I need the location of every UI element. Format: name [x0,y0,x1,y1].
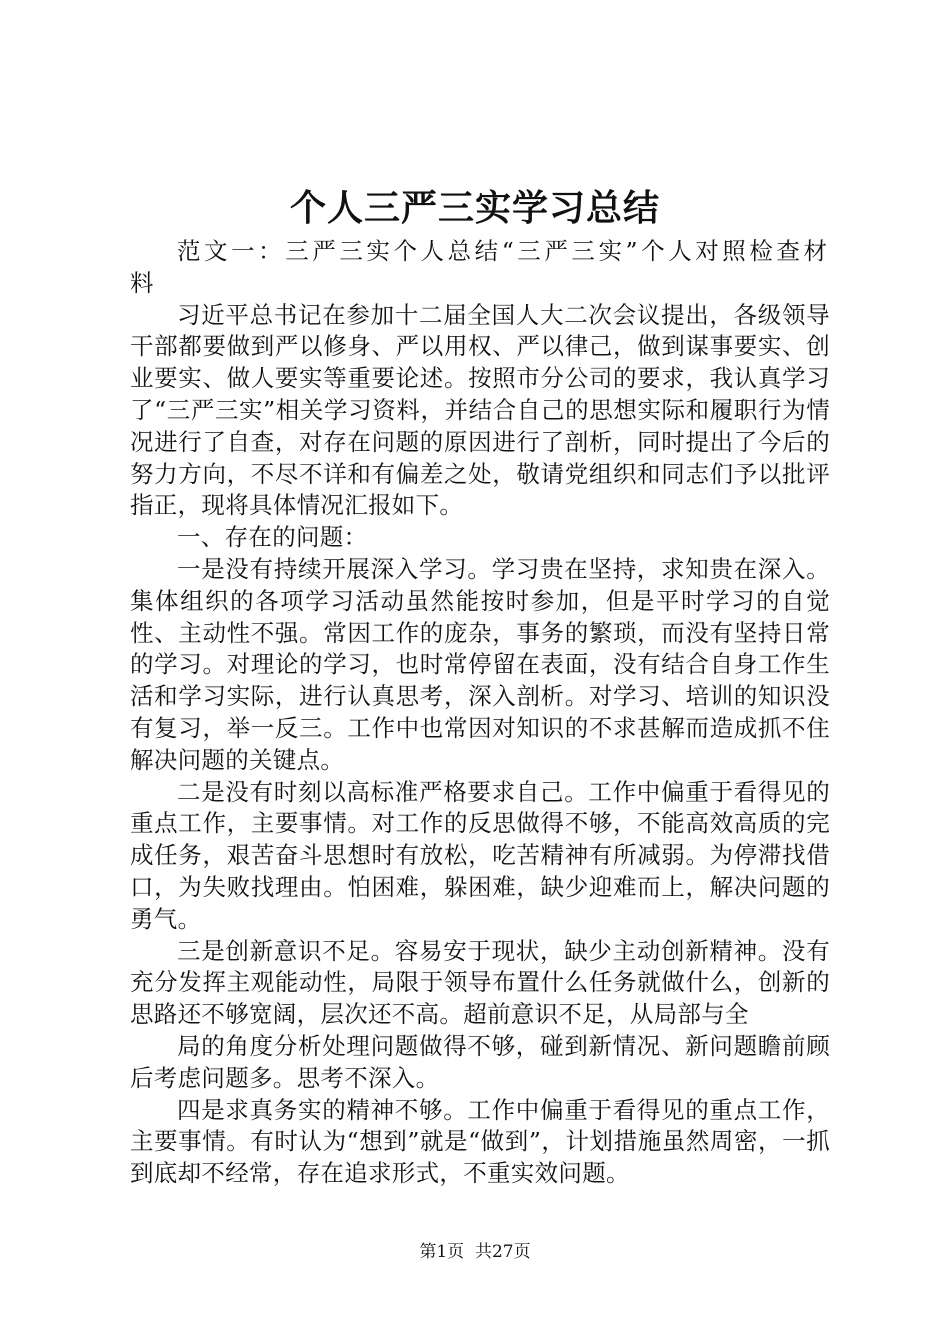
document-body [130,236,830,1190]
paragraph-point-three-continued: 局的角度分析处理问题做得不够，碰到新情况、新问题瞻前顾后考虑问题多。思考不深入。 [130,1031,830,1092]
paragraph-section-heading: 一、存在的问题： [177,523,368,552]
paragraph-point-four: 四是求真务实的精神不够。工作中偏重于看得见的重点工作，主要事情。有时认为“想到”就是“做到”，计划措施虽然周密，一抓到底却不经常，存在追求形式，不重实效问题。 [130,1095,830,1188]
paragraph-point-one: 一是没有持续开展深入学习。学习贵在坚持，求知贵在深入。集体组织的各项学习活动虽然能按时参加，但是平时学习的自觉性、主动性不强。常因工作的庞杂，事务的繁琐，而没有坚持日常的学习。对理论的学习，也时常停留在表面，没有结合自身工作生活和学习实际，进行认真思考，深入剖析。对学习、培训的知识没有复习，举一反三。工作中也常因对知识的不求甚解而造成抓不住解决问题的关键点。 [130,554,830,774]
paragraph-point-two: 二是没有时刻以高标准严格要求自己。工作中偏重于看得见的重点工作，主要事情。对工作的反思做得不够，不能高效高质的完成任务，艰苦奋斗思想时有放松，吃苦精神有所减弱。为停滞找借口，为失败找理由。怕困难，躲困难，缺少迎难而上，解决问题的勇气。 [130,777,830,933]
page-number-label: 第1页 共27页 [419,1242,531,1262]
paragraph-point-three: 三是创新意识不足。容易安于现状，缺少主动创新精神。没有充分发挥主观能动性，局限于领导布置什么任务就做什么，创新的思路还不够宽阔，层次还不高。超前意识不足，从局部与全 [130,936,830,1029]
document-title: 个人三严三实学习总结 [289,187,660,229]
paragraph-intro: 习近平总书记在参加十二届全国人大二次会议提出，各级领导干部都要做到严以修身、严以用权、严以律己，做到谋事要实、创业要实、做人要实等重要论述。按照市分公司的要求，我认真学习了“三严三实”相关学习资料，并结合自己的思想实际和履职行为情况进行了自查，对存在问题的原因进行了剖析，同时提出了今后的努力方向，不尽不详和有偏差之处，敬请党组织和同志们予以批评指正，现将具体情况汇报如下。 [130,300,830,520]
page-footer [0,1240,950,1264]
paragraph-subtitle: 范文一：三严三实个人总结“三严三实”个人对照检查材料 [130,237,830,297]
